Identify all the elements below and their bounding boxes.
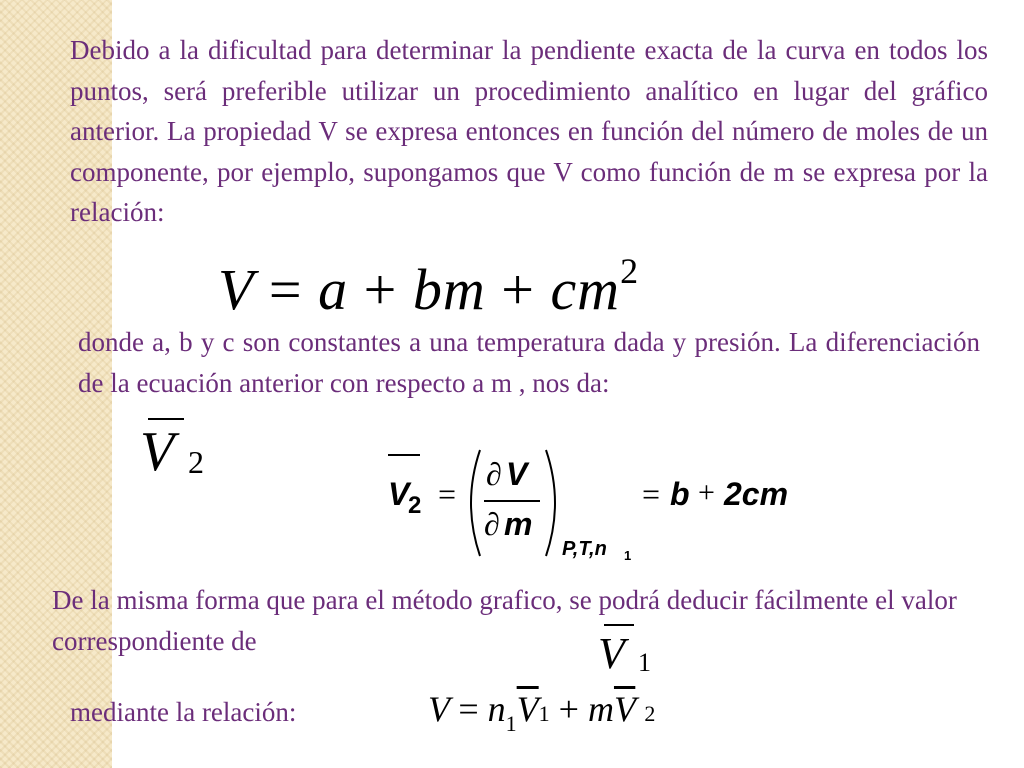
v-bar-1-letter: V (598, 629, 625, 678)
derivative-subscript-index: 1 (624, 548, 632, 563)
lhs-overline (388, 454, 420, 456)
eq1-plus2: + (501, 257, 535, 322)
total-n: n (487, 689, 506, 729)
total-v1-idx: 1 (538, 701, 550, 726)
total-m: m (587, 689, 614, 729)
denominator-m: m (504, 506, 533, 542)
denominator-partial: ∂ (484, 506, 500, 542)
constants-paragraph: donde a, b y c son constantes a una temperatura dada y presión. La diferenciación de la ecuación anterior con respecto a m , nos da: (78, 327, 980, 398)
derivative-subscript: P,T,n (562, 538, 607, 560)
equation-volume-polynomial (218, 251, 640, 323)
total-v: V (428, 689, 450, 729)
total-plus: + (558, 689, 579, 729)
left-paren-icon (460, 448, 484, 558)
overline (148, 418, 184, 420)
rhs-2cm: 2cm (724, 476, 789, 512)
total-equals: = (458, 689, 479, 729)
total-v2-idx: 2 (644, 701, 656, 726)
intro-paragraph: Debido a la dificultad para determinar la pendiente exacta de la curva en todos los puntos, será preferible utilizar un procedimiento analítico en lugar del gráfico anterior. La propiedad V se expresa entonces en función del número de moles de un componente, por ejemplo, supongamos que V como función de m se expresa por la relación: (70, 35, 988, 227)
rhs-plus: + (698, 476, 715, 509)
numerator-v: V (506, 456, 528, 492)
total-v1: $\overline{V}$ (516, 689, 539, 729)
same-way-paragraph: De la misma forma que para el método grafico, se podrá deducir fácilmente el valor correspondiente de (52, 585, 957, 656)
eq1-cm: cm (550, 257, 621, 322)
partial-derivative-equation (380, 448, 810, 568)
lhs-sub: 2 (408, 492, 422, 519)
eq1-equals: = (268, 257, 303, 322)
eq1-plus1: + (363, 257, 398, 322)
fraction-bar (484, 500, 540, 502)
eq1-lhs: V (218, 257, 254, 322)
total-volume-equation (428, 688, 656, 736)
rhs-b: b (670, 476, 690, 512)
numerator-partial: ∂ (486, 456, 502, 492)
v-bar-2-index: 2 (188, 444, 204, 480)
overline (604, 624, 634, 626)
v-bar-2-letter: V (140, 421, 175, 483)
lhs-equals: = (438, 476, 457, 512)
v-bar-2-symbol (140, 418, 230, 488)
rhs-equals: = (642, 476, 661, 512)
v-bar-1-symbol (598, 624, 668, 684)
total-v2: $\overline{V}$ (613, 689, 636, 729)
eq1-bm: bm (412, 257, 486, 322)
v-bar-1-index: 1 (638, 648, 651, 677)
total-n-sub: 1 (505, 711, 517, 736)
by-relation-label: mediante la relación: (70, 697, 297, 727)
eq1-a: a (318, 257, 349, 322)
eq1-exponent: 2 (620, 251, 640, 291)
lhs-v: V (388, 476, 410, 512)
